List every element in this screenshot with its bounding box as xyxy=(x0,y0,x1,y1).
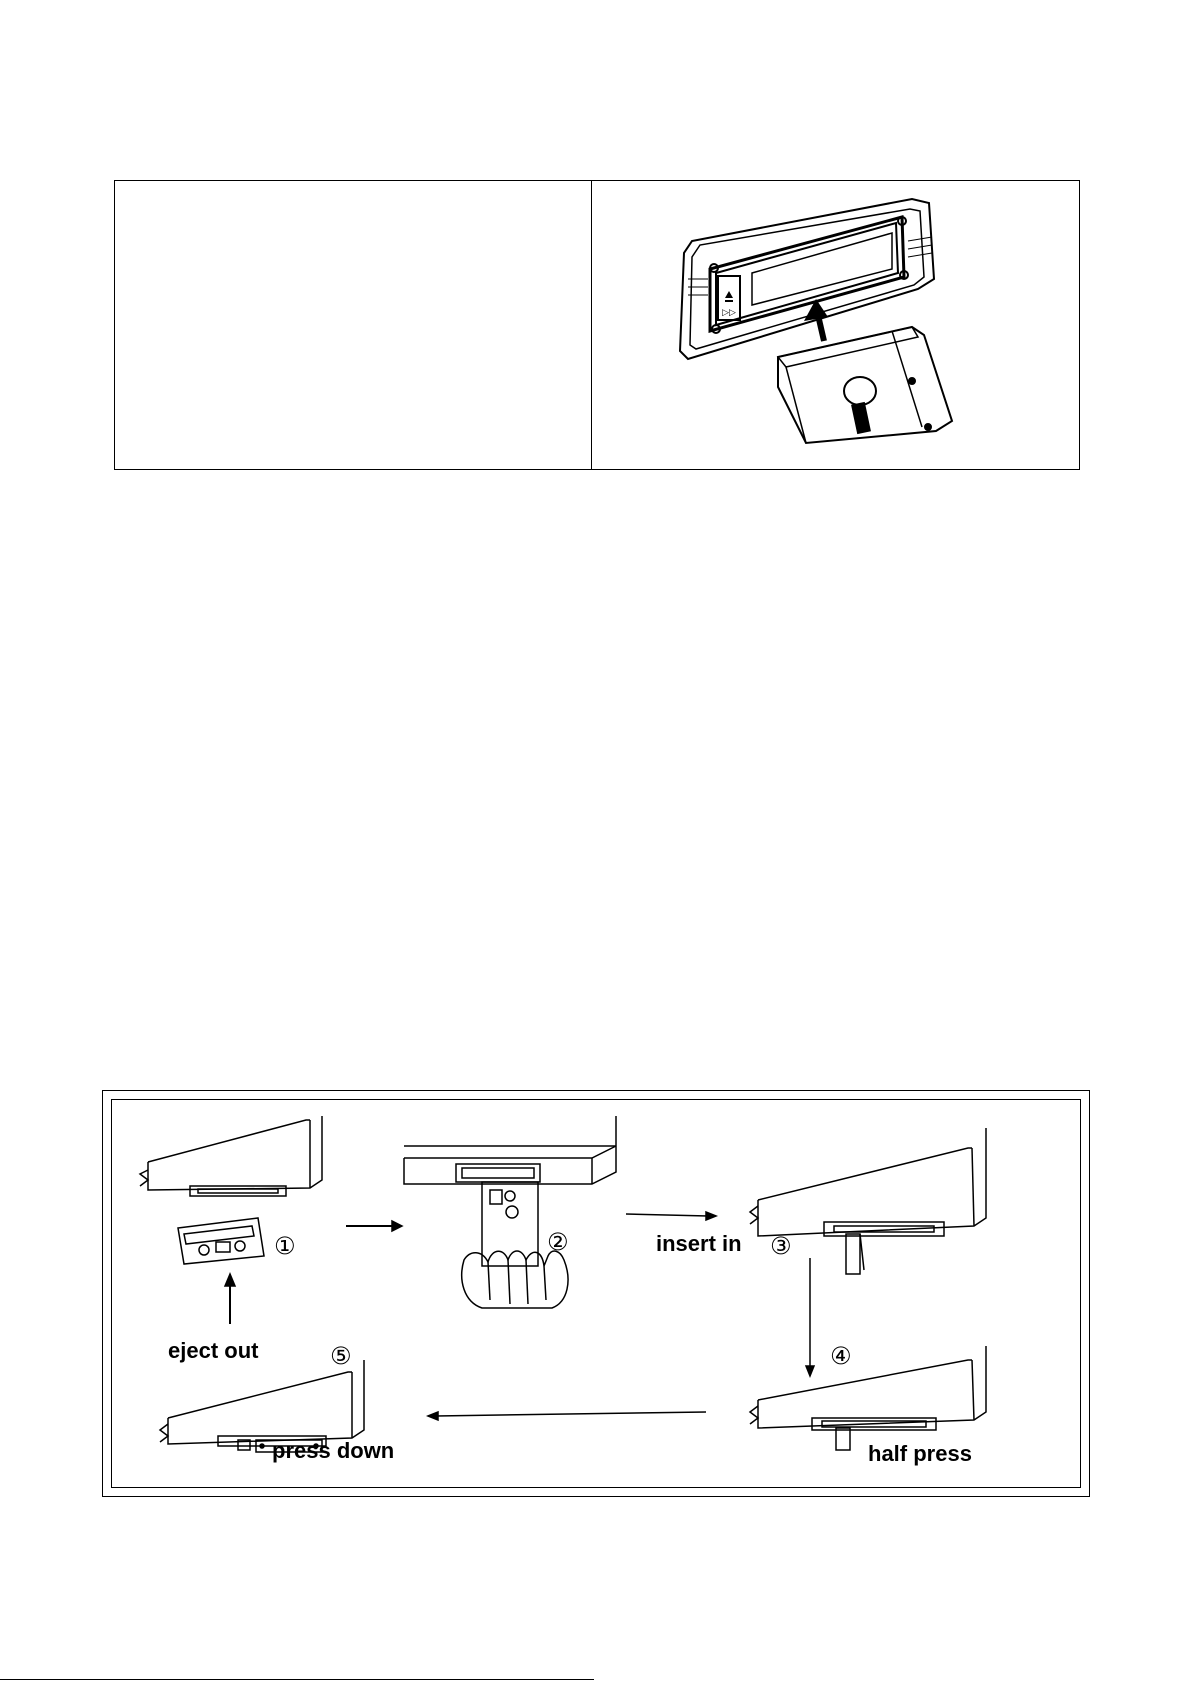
footnote-rule xyxy=(0,1679,594,1680)
step-5-number: ⑤ xyxy=(330,1342,352,1370)
press-down-label: press down xyxy=(272,1438,395,1463)
figure-drawing-cell xyxy=(592,181,1079,469)
eject-out-label: eject out xyxy=(168,1338,259,1363)
step-4-number: ④ xyxy=(830,1342,852,1370)
steps-drawing xyxy=(112,1100,1082,1489)
cassette-slot-drawing xyxy=(592,181,1080,469)
insert-in-label: insert in xyxy=(656,1231,742,1256)
figure-text-cell xyxy=(115,181,591,469)
step-1-number: ① xyxy=(274,1232,296,1260)
steps-inner-frame xyxy=(111,1099,1081,1488)
cassette-operation-steps-figure xyxy=(102,1090,1090,1497)
cassette-insert-figure xyxy=(114,180,1080,470)
step-2-number: ② xyxy=(547,1228,569,1256)
step-3-number: ③ xyxy=(770,1232,792,1260)
half-press-label: half press xyxy=(868,1441,972,1466)
svg-text:▷▷: ▷▷ xyxy=(722,308,736,318)
